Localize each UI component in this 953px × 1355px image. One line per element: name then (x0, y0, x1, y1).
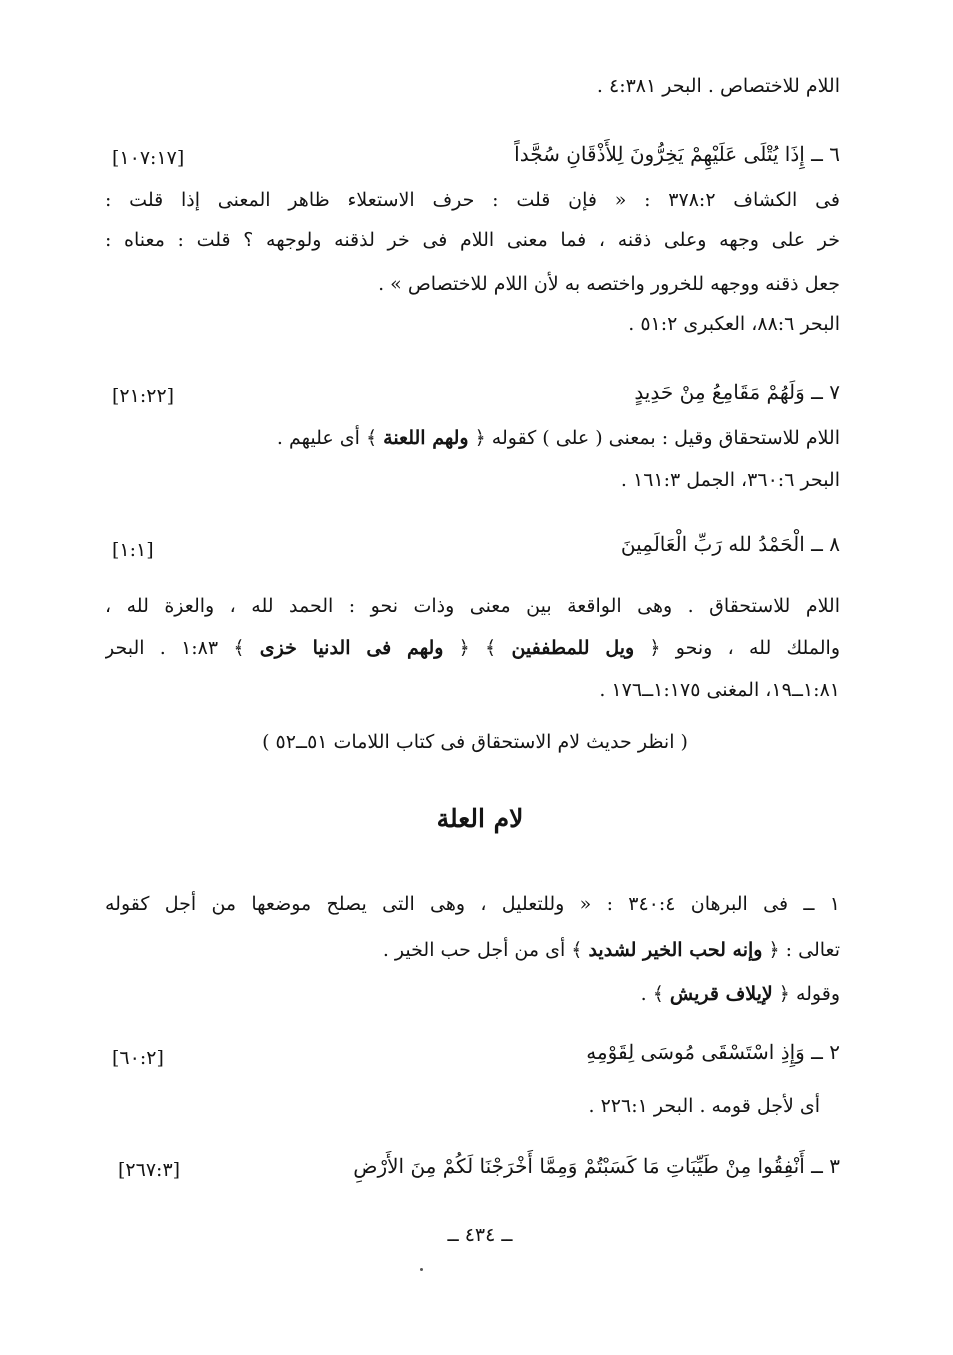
text-run: وقوله ﴿ (772, 983, 840, 1005)
quran-quote: ويل للمطففين (511, 637, 635, 659)
text-run: ﴾ أى عليهم . (276, 427, 384, 449)
speck (420, 1268, 423, 1271)
text-run: ﴾ ١:٨٣ . البحر (105, 637, 260, 659)
quran-quote: ولهم فى الدنيا خزى (259, 637, 444, 659)
text-line: أى لأجل قومه . البحر ٢٢٦:١ . (588, 1095, 820, 1117)
text-run: ﴾ . (640, 983, 670, 1005)
text-line: اللام للاستحقاق . وهى الواقعة بين معنى وذات نحو : الحمد لله ، والعزة لله ، (105, 595, 840, 617)
text-line (105, 628, 840, 668)
text-line (105, 974, 840, 1014)
verse-line: ٣ ــ أَنْفِقُوا مِنْ طَيِّبَاتِ مَا كَسَبْتُمْ وَمِمَّا أَخْرَجْنَا لَكُمْ مِنَ الأَرْضِ (353, 1154, 840, 1178)
quran-quote: ولهم اللعنة (383, 427, 469, 449)
verse-line: ٨ ــ الْحَمْدُ لله رَبِّ الْعَالَمِينَ (620, 532, 840, 556)
verse-reference: [٦٠:٢] (112, 1047, 164, 1069)
page-number: ــ ٤٣٤ ــ (447, 1224, 513, 1246)
section-heading: لام العلة (436, 804, 524, 833)
quran-quote: لإيلاف قريش (669, 983, 773, 1005)
text-line: البحر ٨٨:٦، العكبرى ٥١:٢ . (628, 313, 840, 335)
text-run: ﴾ ﴿ (443, 637, 512, 659)
verse-reference: [٢١:٢٢] (112, 385, 175, 407)
cross-reference-note: ( انظر حديث لام الاستحقاق فى كتاب اللامات ٥١ــ٥٢ ) (262, 731, 688, 753)
text-line: جعل ذقنه ووجهه للخرور واختصه به لأن اللام للاختصاص » . (378, 273, 840, 295)
text-run: تعالى : ﴿ (762, 939, 840, 961)
text-run: والملك لله ، ونحو ﴿ (634, 637, 840, 659)
text-line: فى الكشاف ٣٧٨:٢ : « فإن قلت : حرف الاستعلاء ظاهر المعنى إذا قلت : (105, 189, 840, 211)
text-line: البحر ٣٦٠:٦، الجمل ١٦١:٣ . (620, 469, 840, 491)
text-line (105, 930, 840, 970)
text-run: اللام للاستحقاق وقيل : بمعنى ( على ) كقوله ﴿ (468, 427, 840, 449)
text-line: اللام للاختصاص . البحر ٤:٣٨١ . (596, 75, 840, 97)
verse-line: ٢ ــ وَإِذِ اسْتَسْقَى مُوسَى لِقَوْمِهِ (586, 1040, 840, 1064)
text-line (105, 418, 840, 458)
text-line: ١:٨١ــ١٩، المغنى ١:١٧٥ــ١٧٦ . (599, 679, 840, 701)
verse-reference: [١:١] (112, 539, 154, 561)
verse-reference: [١٠٧:١٧] (112, 147, 185, 169)
verse-line: ٧ ــ وَلَهُمْ مَقَامِعُ مِنْ حَدِيدٍ (634, 380, 840, 404)
text-line: خر على وجهه وعلى ذقنه ، فما معنى اللام فى خر لذقنه ولوجهه ؟ قلت : معناه : (105, 229, 840, 251)
text-run: ﴾ أى من أجل حب الخير . (382, 939, 589, 961)
quran-quote: وإنه لحب الخير لشديد (588, 939, 763, 961)
text-line: ١ ــ فى البرهان ٣٤٠:٤ : « وللتعليل ، وهى التى يصلح موضعها من أجل كقوله (105, 893, 840, 915)
verse-line: ٦ ــ إِذَا يُتْلَى عَلَيْهِمْ يَخِرُّونَ لِلأَذْقَانِ سُجَّداً (514, 142, 840, 166)
verse-reference: [٢٦٧:٣] (118, 1159, 181, 1181)
